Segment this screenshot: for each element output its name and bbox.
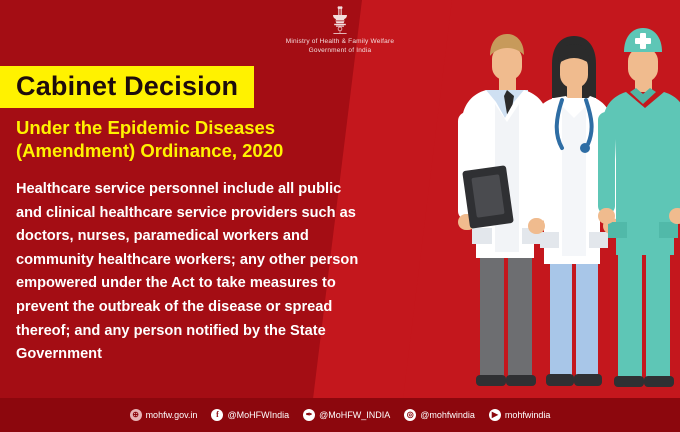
youtube-icon: ▶ (489, 409, 501, 421)
headline-banner (0, 66, 254, 108)
body-text: Healthcare service personnel include all public and clinical healthcare service providers such as doctors, nurses, paramedical workers and community healthcare workers; any other person empowered under the Act to take measures to prevent the outbreak of the disease or spread thereof; and any person notified by the State Government (16, 181, 359, 363)
stethoscope-chestpiece-icon (580, 143, 590, 153)
footer-social-bar (0, 398, 680, 432)
footer-item-youtube[interactable] (489, 409, 551, 421)
footer-label-youtube: mohfwindia (504, 410, 551, 420)
page-title: Cabinet Decision (16, 71, 239, 101)
footer-label-website: mohfw.gov.in (145, 410, 198, 420)
clipboard-icon (462, 165, 514, 229)
footer-item-facebook[interactable] (211, 409, 289, 421)
instagram-icon: ◎ (404, 409, 416, 421)
footer-label-twitter: @MoHFW_INDIA (319, 410, 391, 420)
footer-item-instagram[interactable] (404, 409, 475, 421)
subheadline: Under the Epidemic Diseases (Amendment) Ordinance, 2020 (16, 117, 284, 161)
footer-item-website[interactable] (130, 409, 198, 421)
ministry-header (0, 6, 680, 55)
facebook-icon: f (211, 409, 223, 421)
footer-label-facebook: @MoHFWIndia (227, 410, 290, 420)
three-healthcare-workers-illustration (380, 0, 680, 398)
twitter-icon: ✒ (303, 409, 315, 421)
government-name: Government of India (308, 47, 372, 54)
footer-item-twitter[interactable] (303, 409, 390, 421)
globe-icon: ⊕ (130, 409, 142, 421)
nurse-in-scrubs-with-cap (598, 28, 680, 387)
ministry-name: Ministry of Health & Family Welfare (285, 38, 395, 45)
india-emblem-icon (327, 6, 353, 36)
footer-label-instagram: @mohfwindia (420, 410, 475, 420)
